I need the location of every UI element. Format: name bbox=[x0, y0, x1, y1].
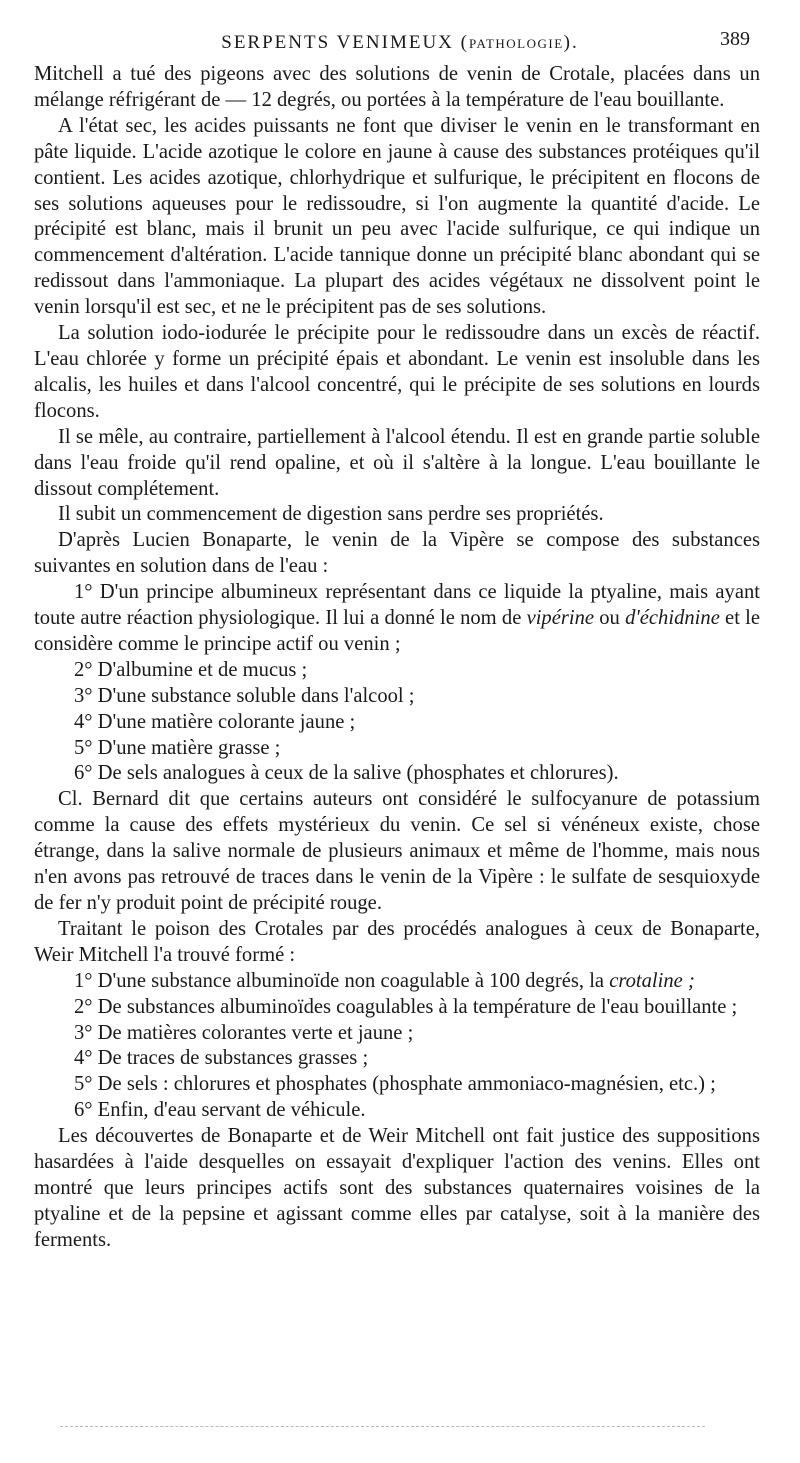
list-item bbox=[34, 580, 760, 658]
paragraph: La solution iodo-iodurée le précipite pour le redissoudre dans un excès de réactif. L'eau chlorée y forme un précipité épais et abondant. Le venin est insoluble dans les alcalis, les huiles et dans l'alcool concentré, qui le précipite de ses solutions en lourds flocons. bbox=[34, 322, 760, 422]
list-item: 4° De traces de substances grasses ; bbox=[74, 1047, 369, 1070]
text-run: et le considère comme le principe actif ou venin ; bbox=[34, 607, 760, 655]
running-title bbox=[0, 32, 800, 54]
text-run: 1° D'une substance albuminoïde non coagulable à 100 degrés, la bbox=[74, 969, 610, 992]
list-item: 6° Enfin, d'eau servant de véhicule. bbox=[74, 1099, 366, 1122]
page-number: 389 bbox=[720, 28, 750, 50]
list-item: 5° De sels : chlorures et phosphates (phosphate ammoniaco-magnésien, etc.) ; bbox=[74, 1073, 716, 1096]
paragraph: A l'état sec, les acides puissants ne font que diviser le venin en le transformant en pâte liquide. L'acide azotique le colore en jaune à cause des substances protéiques qu'il contient. Les acides azotique, chlorhydrique et sulfurique, le précipitent en flocons de ses solutions aqueuses pour le redissoudre, si l'on augmente la quantité d'acide. Le précipité est blanc, mais il brunit un peu avec l'acide sulfurique, ce qui indique un commencement d'altération. L'acide tannique donne un précipité blanc abondant qui se redissout dans l'ammoniaque. La plupart des acides végétaux ne dissolvent point le venin lorsqu'il est sec, et ne le précipitent pas de ses solutions. bbox=[34, 114, 760, 319]
list-item: 2° D'albumine et de mucus ; bbox=[74, 658, 308, 681]
italic-term: vipérine bbox=[526, 607, 595, 630]
list-item: 2° De substances albuminoïdes coagulables à la température de l'eau bouillante ; bbox=[74, 995, 738, 1018]
paragraph: Il se mêle, au contraire, partiellement à l'alcool étendu. Il est en grande partie soluble dans l'eau froide qu'il rend opaline, et où il s'altère à la longue. L'eau bouillante le dissout complétement. bbox=[34, 425, 760, 500]
paragraph: D'après Lucien Bonaparte, le venin de la Vipère se compose des substances suivantes en solution dans de l'eau : bbox=[34, 529, 760, 578]
italic-term: crotaline ; bbox=[609, 969, 695, 992]
page-header bbox=[0, 28, 800, 58]
running-title-end: ). bbox=[563, 32, 579, 53]
running-title-section: PATHOLOGIE bbox=[468, 36, 564, 51]
list-item: 4° D'une matière colorante jaune ; bbox=[74, 710, 356, 733]
paragraph: Les découvertes de Bonaparte et de Weir Mitchell ont fait justice des suppositions hasardées à l'aide desquelles on essayait d'expliquer l'action des venins. Elles ont montré que leurs principes actifs sont des substances quaternaires voisines de la ptyaline et de la pepsine et agissant comme elles par catalyse, soit à la manière des ferments. bbox=[34, 1125, 760, 1251]
running-title-main: SERPENTS VENIMEUX ( bbox=[221, 32, 469, 53]
list-item: 6° De sels analogues à ceux de la salive (phosphates et chlorures). bbox=[74, 762, 619, 785]
list-item bbox=[34, 969, 760, 995]
text-run: ou bbox=[594, 607, 626, 630]
paragraph: Il subit un commencement de digestion sans perdre ses propriétés. bbox=[58, 503, 604, 526]
italic-term: d'échidnine bbox=[625, 607, 720, 630]
list-item: 3° D'une substance soluble dans l'alcool ; bbox=[74, 684, 415, 707]
paragraph: Mitchell a tué des pigeons avec des solutions de venin de Crotale, placées dans un mélange réfrigérant de — 12 degrés, ou portées à la température de l'eau bouillante. bbox=[34, 63, 760, 111]
list-item: 3° De matières colorantes verte et jaune ; bbox=[74, 1021, 414, 1044]
list-item: 5° D'une matière grasse ; bbox=[74, 736, 281, 759]
paragraph: Cl. Bernard dit que certains auteurs ont considéré le sulfocyanure de potassium comme la cause des effets mystérieux du venin. Ce sel si vénéneux existe, chose étrange, dans la salive normale de plusieurs animaux et même de l'homme, mais nous n'en avons pas retrouvé de traces dans le venin de la Vipère : le sulfate de sesquioxyde de fer n'y produit point de précipité rouge. bbox=[34, 788, 760, 914]
paragraph: Traitant le poison des Crotales par des procédés analogues à ceux de Bonaparte, Weir Mitchell l'a trouvé formé : bbox=[34, 917, 760, 966]
body-text bbox=[34, 62, 760, 1254]
footer-divider bbox=[60, 1426, 705, 1427]
text-run: 1° D'un principe albumineux représentant dans ce liquide la ptyaline, mais ayant toute autre réaction physiologique. Il lui a donné le nom de bbox=[34, 581, 760, 630]
